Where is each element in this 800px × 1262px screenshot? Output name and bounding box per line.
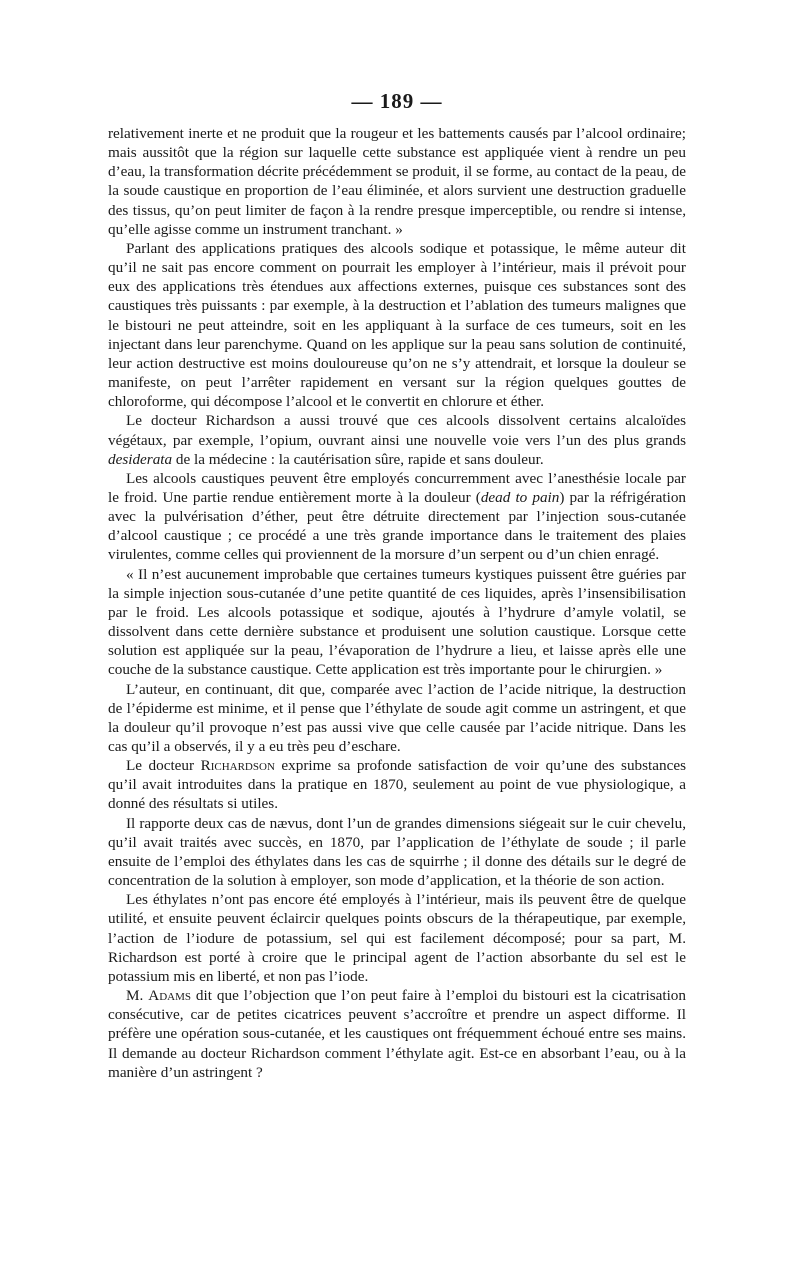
italic-text: desiderata — [108, 450, 173, 468]
text-run: M. — [126, 987, 149, 1005]
text-run: Les éthylates n’ont pas encore été employés à l’intérieur, mais ils peuvent être de quelque utilité, et ensuite peuvent éclaircir quelques points obscurs de la thérapeutique, par exemple, l’action de l’iodure de potassium, sel qui est facilement décomposé; pour sa part, M. Richardson est porté à croire que le principal agent de l’action absorbante du sel est le potassium mis en liberté, et non pas l’iode. — [108, 891, 686, 985]
paragraph — [108, 756, 686, 813]
text-run: L’auteur, en continuant, dit que, comparée avec l’action de l’acide nitrique, la destruction de l’épiderme est minime, et il pense que l’éthylate de soude agit comme un astringent, et que la douleur qu’il provoque n’est pas aussi vive que celle causée par l’acide nitrique. Dans les cas qu’il a observés, il y a eu très peu d’eschare. — [108, 680, 686, 755]
person-name: Richardson — [200, 757, 275, 775]
text-run: Le docteur Richardson a aussi trouvé que ces alcools dissolvent certains alcaloïdes végétaux, par exemple, l’opium, ouvrant ainsi une nouvelle voie vers l’un des plus grands — [108, 412, 686, 449]
paragraph — [108, 986, 686, 1082]
paragraph — [108, 890, 686, 986]
paragraph — [108, 814, 686, 891]
paragraph — [108, 680, 686, 757]
paragraph — [108, 411, 686, 468]
text-run: relativement inerte et ne produit que la rougeur et les battements causés par l’alcool ordinaire; mais aussitôt que la région sur laquelle cette substance est appliquée vient à rendre un peu d’eau, la transformation décrite précédemment se produit, il se forme, au contact de la peau, de la soude caustique en proportion de l’eau éliminée, et alors survient une destruction graduelle des tissus, qu’on peut limiter de façon à la rendre presque imperceptible, ou rendre si intense, qu’elle agisse comme un instrument tranchant. » — [108, 125, 686, 238]
paragraph — [108, 239, 686, 411]
italic-text: dead to pain — [480, 488, 560, 506]
text-run: « Il n’est aucunement improbable que certaines tumeurs kystiques puissent être guéries par la simple injection sous-cutanée d’une petite quantité de ces liquides, après l’insensibilisation par le froid. Les alcools potassique et sodique, ajoutés à l’hydrure d’amyle volatil, se dissolvent dans cette dernière substance et produisent une solution caustique. Lorsque cette solution est appliquée sur la peau, l’évaporation de l’hydrure a lieu, et laisse après elle une couche de la substance caustique. Cette application est très importante pour le chirurgien. » — [108, 565, 686, 679]
text-run: Les alcools caustiques peuvent être employés concurremment avec l’anesthésie locale par le froid. Une partie rendue entièrement morte à la douleur ( — [108, 469, 686, 506]
text-run: Parlant des applications pratiques des alcools sodique et potassique, le même auteur dit qu’il ne sait pas encore comment on pourrait les employer à l’intérieur, mais il prévoit pour eux des applications très étendues aux affections externes, puisque ces substances sont des caustiques très puissants : par exemple, à la destruction et l’ablation des tumeurs malignes que le bistouri ne peut atteindre, soit en les appliquant à la surface de ces tumeurs, soit en les injectant dans leur parenchyme. Quand on les applique sur la peau sans solution de continuité, leur action destructive est moins douloureuse qu’on ne s’y attendrait, et lorsque la douleur se manifeste, on peut l’arrêter rapidement en versant sur la région quelques gouttes de chloroforme, qui décompose l’alcool et le convertit en chlorure et éther. — [108, 239, 686, 411]
person-name: Adams — [148, 987, 191, 1005]
text-run: ) par la réfrigération avec la pulvérisation d’éther, peut être détruite directement par l’injection sous-cutanée d’alcool caustique ; ce procédé a une très grande importance dans le traitement des plaies virulentes, comme celles qui proviennent de la morsure d’un serpent ou d’un chien enragé. — [108, 488, 687, 564]
paragraph — [108, 469, 686, 565]
body-text — [108, 124, 686, 1082]
paragraph — [108, 124, 686, 239]
text-run: de la médecine : la cautérisation sûre, rapide et sans douleur. — [172, 450, 544, 468]
page-number: — 189 — — [351, 89, 443, 113]
text-run: exprime sa profonde satisfaction de voir qu’une des substances qu’il avait introduites dans la pratique en 1870, seulement au point de vue physiologique, a donné des résultats si utiles. — [108, 757, 687, 813]
text-run: Le docteur — [126, 757, 201, 775]
text-run: Il rapporte deux cas de nævus, dont l’un de grandes dimensions siégeait sur le cuir chevelu, qu’il avait traités avec succès, en 1870, par l’application de l’éthylate de soude ; il parle ensuite de l’emploi des éthylates dans les cas de squirrhe ; il donne des détails sur le degré de concentration de la solution à employer, son mode d’application, et la théorie de son action. — [108, 814, 686, 890]
document-page — [108, 88, 686, 1208]
paragraph — [108, 565, 686, 680]
text-run: dit que l’objection que l’on peut faire à l’emploi du bistouri est la cicatrisation consécutive, car de petites cicatrices peuvent s’accroître et prendre un aspect difforme. Il préfère une opération sous-cutanée, et les caustiques ont fréquemment échoué entre ses mains. Il demande au docteur Richardson comment l’éthylate agit. Est-ce en absorbant l’eau, ou à la manière d’un astringent ? — [108, 987, 686, 1081]
